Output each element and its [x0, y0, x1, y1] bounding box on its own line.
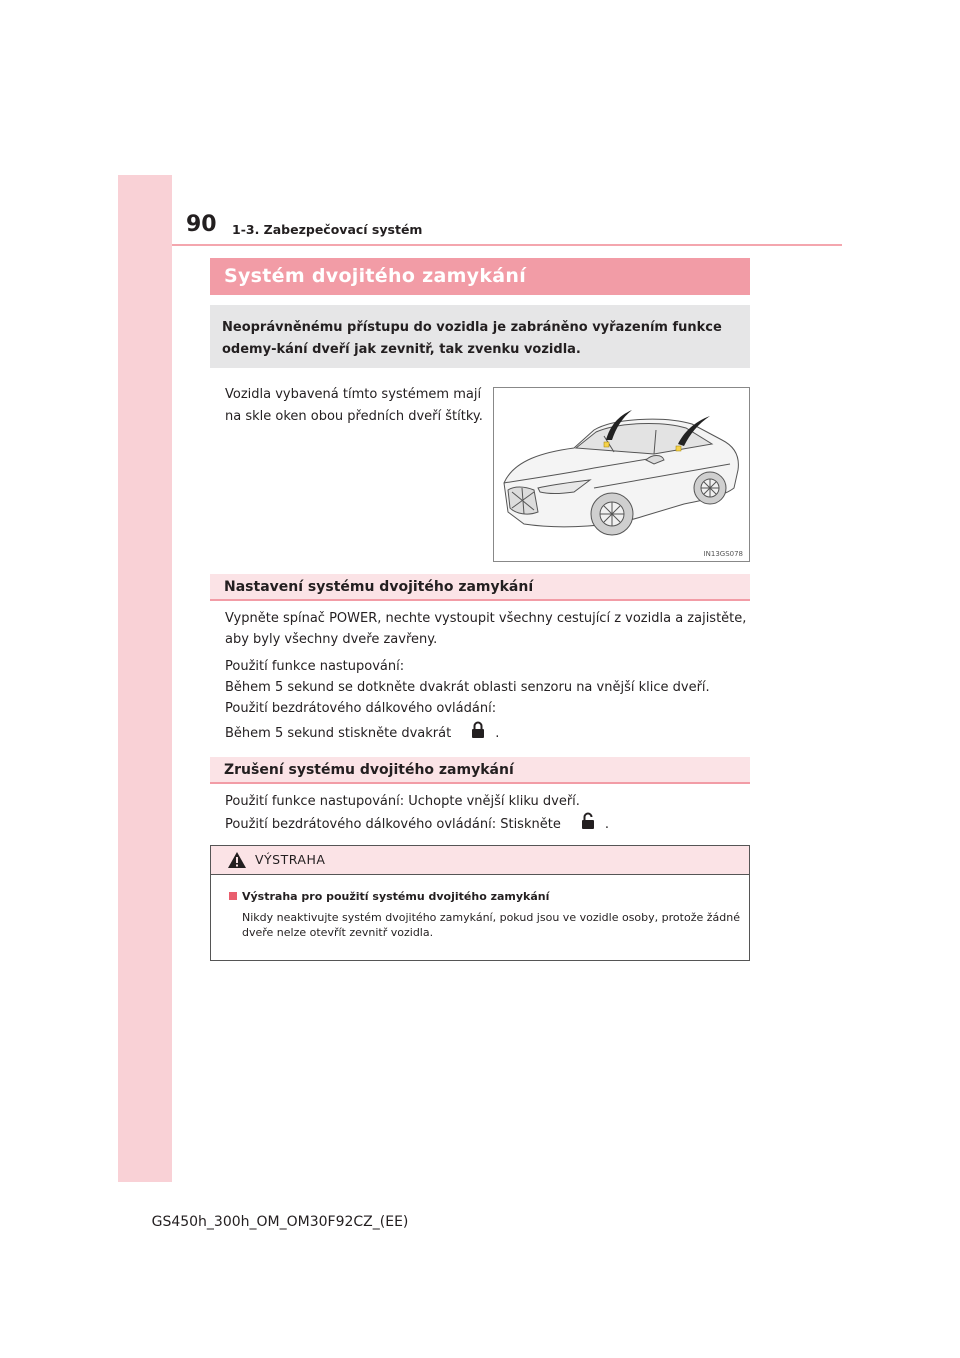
remote-control-line — [225, 721, 755, 746]
remote-control-end: . — [495, 726, 500, 741]
warning-title-text: Výstraha pro použití systému dvojitého zamykání — [242, 890, 550, 903]
warning-label: VÝSTRAHA — [255, 852, 326, 867]
car-illustration — [493, 387, 750, 562]
page-number: 90 — [186, 212, 217, 237]
bullet-square-icon — [229, 892, 237, 900]
lock-icon — [471, 721, 485, 746]
cancel-remote-end: . — [604, 817, 609, 832]
warning-box — [210, 845, 750, 961]
cancel-remote-line — [225, 812, 755, 837]
car-drawing — [494, 388, 749, 561]
section-title: 1-3. Zabezpečovací systém — [232, 222, 423, 237]
page-sidebar — [118, 175, 172, 1182]
remote-control-label: Použití bezdrátového dálkového ovládání: — [225, 701, 497, 716]
set-instructions: Vypněte spínač POWER, nechte vystoupit všechny cestující z vozidla a zajistěte, aby byly všechny dveře zavřeny. — [225, 611, 747, 647]
car-description: Vozidla vybavená tímto systémem mají na skle oken obou předních dveří štítky. — [225, 387, 483, 424]
set-section-heading: Nastavení systému dvojitého zamykání — [210, 574, 750, 601]
warning-header — [211, 846, 749, 875]
entry-function-text: Během 5 sekund se dotkněte dvakrát oblasti senzoru na vnější klice dveří. — [225, 680, 710, 695]
intro-box: Neoprávněnému přístupu do vozidla je zabráněno vyřazením funkce odemy-kání dveří jak zevnitř, tak zvenku vozidla. — [210, 305, 750, 368]
warning-title — [229, 890, 549, 903]
cancel-section-heading: Zrušení systému dvojitého zamykání — [210, 757, 750, 784]
unlock-icon — [581, 812, 595, 837]
cancel-remote-text: Použití bezdrátového dálkového ovládání: Stiskněte — [225, 817, 561, 832]
entry-function-label: Použití funkce nastupování: — [225, 659, 405, 674]
cancel-entry-text: Použití funkce nastupování: Uchopte vnější kliku dveří. — [225, 794, 580, 809]
figure-code: IN13GS078 — [703, 550, 743, 558]
warning-triangle-icon — [227, 851, 247, 879]
page-footer: GS450h_300h_OM_OM30F92CZ_(EE) — [151, 1214, 409, 1230]
main-heading: Systém dvojitého zamykání — [210, 258, 750, 295]
remote-control-text: Během 5 sekund stiskněte dvakrát — [225, 726, 452, 741]
header-rule — [172, 244, 842, 246]
warning-body: Nikdy neaktivujte systém dvojitého zamykání, pokud jsou ve vozidle osoby, protože žádné dveře nelze otevřít zevnitř vozidla. — [242, 911, 740, 939]
